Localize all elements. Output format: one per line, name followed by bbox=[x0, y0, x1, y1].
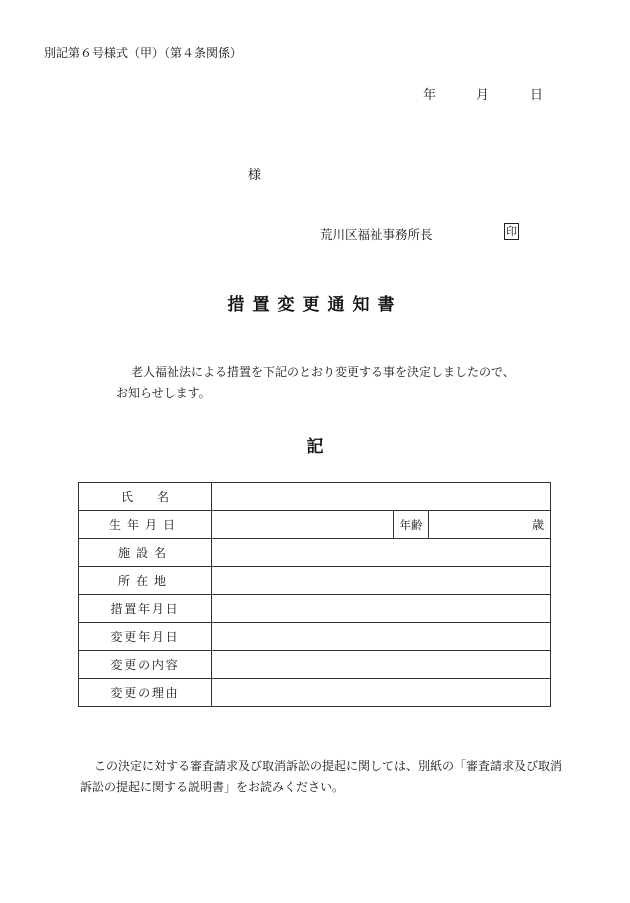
document-title: 措置変更通知書 bbox=[227, 295, 403, 315]
date-day-label: 日 bbox=[530, 88, 544, 103]
age-unit-cell[interactable]: 歳 bbox=[429, 511, 551, 539]
change-content-label: 変更の内容 bbox=[79, 651, 212, 679]
change-content-value-cell[interactable] bbox=[212, 651, 551, 679]
date-year-label: 年 bbox=[423, 88, 437, 103]
info-table bbox=[78, 482, 551, 707]
table-row-name bbox=[79, 483, 551, 511]
recipient-honorific: 様 bbox=[248, 168, 262, 183]
table-row-measure-date bbox=[79, 595, 551, 623]
outro-line-1: この決定に対する審査請求及び取消訴訟の提起に関しては、別紙の「審査請求及び取消 bbox=[94, 759, 563, 773]
table-row-address bbox=[79, 567, 551, 595]
issuer-name: 荒川区福祉事務所長 bbox=[320, 227, 433, 242]
change-reason-value-cell[interactable] bbox=[212, 679, 551, 707]
facility-label: 施設名 bbox=[79, 539, 212, 567]
intro-line-1: 老人福祉法による措置を下記のとおり変更する事を決定しましたので、 bbox=[131, 365, 515, 379]
name-label: 氏 名 bbox=[79, 483, 212, 511]
change-reason-label: 変更の理由 bbox=[79, 679, 212, 707]
table-row-birthdate bbox=[79, 511, 551, 539]
form-number-label: 別記第６号様式（甲）（第４条関係） bbox=[44, 46, 243, 60]
date-month-label: 月 bbox=[476, 88, 490, 103]
age-label: 年齢 bbox=[394, 511, 429, 539]
address-value-cell[interactable] bbox=[212, 567, 551, 595]
outro-line-2: 訴訟の提起に関する説明書」をお読みください。 bbox=[80, 780, 345, 794]
birthdate-label: 生年月日 bbox=[79, 511, 212, 539]
table-row-change-content bbox=[79, 651, 551, 679]
table-row-facility bbox=[79, 539, 551, 567]
intro-line-2: お知らせします。 bbox=[116, 386, 211, 400]
table-row-change-date bbox=[79, 623, 551, 651]
name-value-cell[interactable] bbox=[212, 483, 551, 511]
facility-value-cell[interactable] bbox=[212, 539, 551, 567]
seal-mark: 印 bbox=[506, 225, 517, 238]
measure-date-value-cell[interactable] bbox=[212, 595, 551, 623]
change-date-label: 変更年月日 bbox=[79, 623, 212, 651]
change-date-value-cell[interactable] bbox=[212, 623, 551, 651]
table-row-change-reason bbox=[79, 679, 551, 707]
address-label: 所在地 bbox=[79, 567, 212, 595]
section-heading: 記 bbox=[306, 437, 324, 457]
measure-date-label: 措置年月日 bbox=[79, 595, 212, 623]
birthdate-value-cell[interactable] bbox=[212, 511, 394, 539]
